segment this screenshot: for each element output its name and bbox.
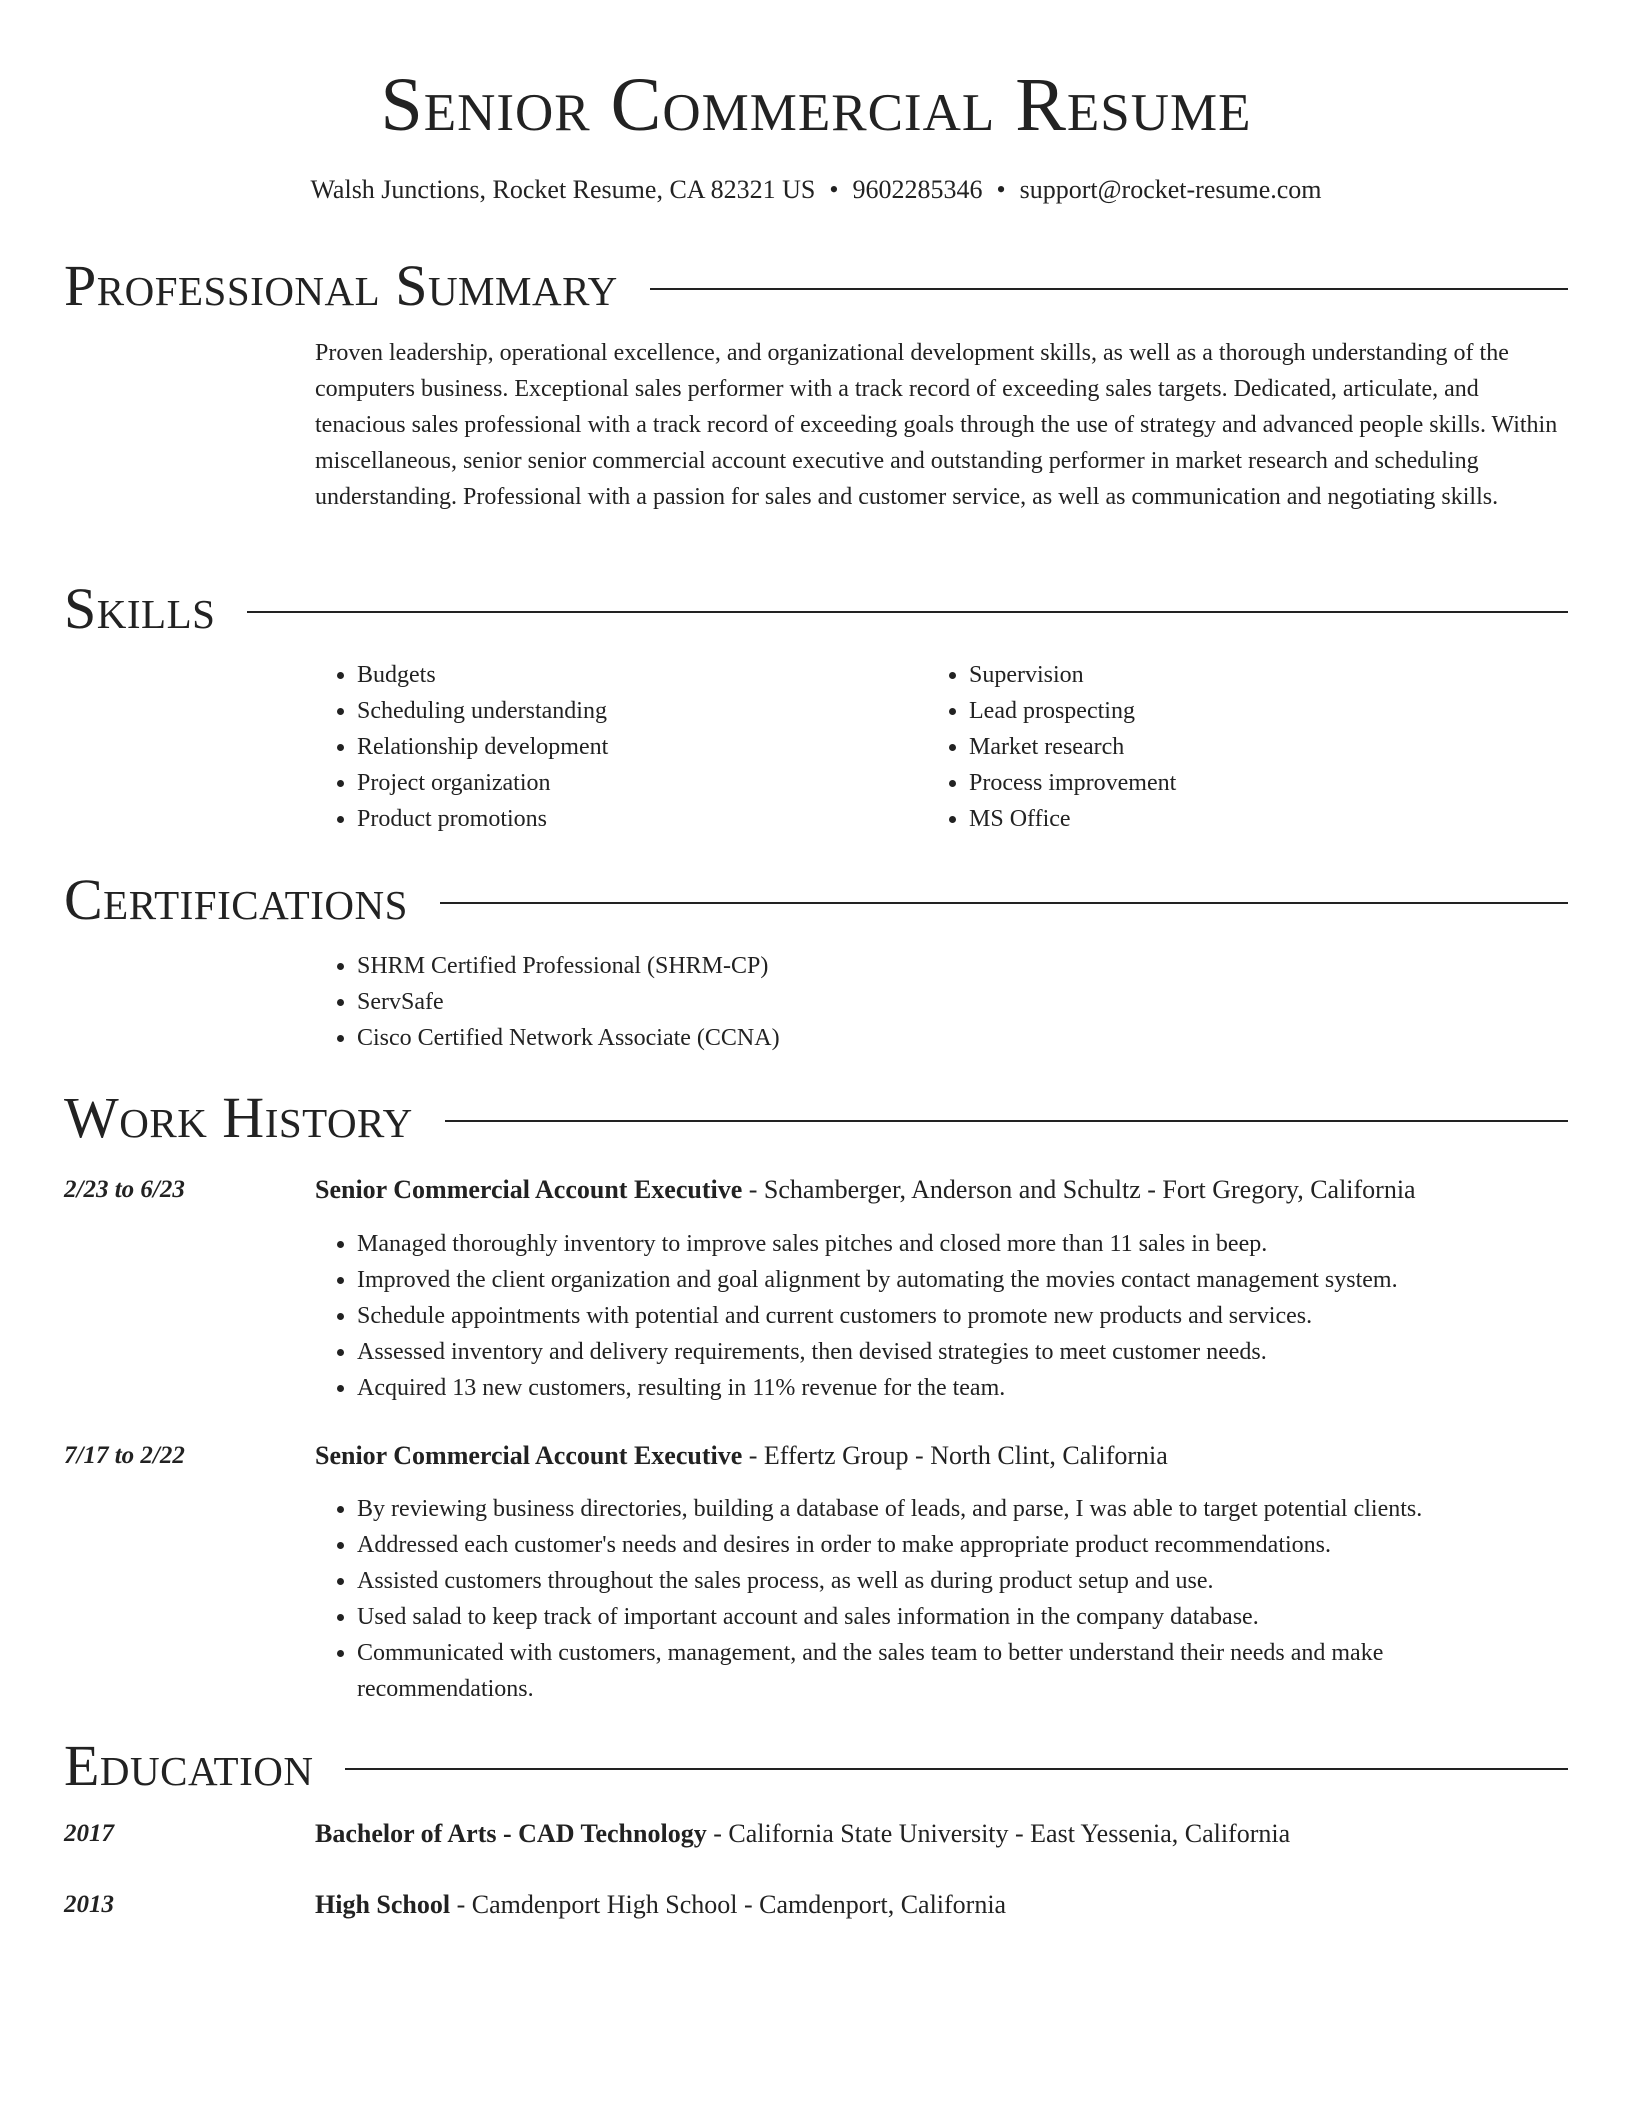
contact-email: support@rocket-resume.com	[1019, 175, 1322, 204]
certification-item: • Cisco Certified Network Associate (CCNA)	[357, 1020, 1557, 1056]
skill-item: • Process improvement	[969, 765, 1569, 801]
contact-separator: •	[996, 175, 1006, 204]
education-heading: Education	[64, 1733, 314, 1798]
skill-item: • MS Office	[969, 801, 1569, 837]
work-history-heading: Work History	[64, 1085, 413, 1150]
education-line	[315, 1887, 1006, 1923]
education-date: 2017	[64, 1820, 114, 1847]
skill-item: • Project organization	[357, 765, 917, 801]
education-school: - California State University - East Yessenia, California	[706, 1819, 1291, 1848]
summary-heading: Professional Summary	[64, 253, 618, 318]
job-bullet: • Acquired 13 new customers, resulting in 11% revenue for the team.	[357, 1370, 1607, 1406]
resume-name: Senior Commercial Resume	[380, 63, 1252, 147]
section-divider	[247, 611, 1568, 613]
job-bullet: • Addressed each customer's needs and desires in order to make appropriate product recommendations.	[357, 1527, 1487, 1563]
education-school: - Camdenport High School - Camdenport, California	[450, 1890, 1007, 1919]
job-date: 2/23 to 6/23	[64, 1176, 185, 1203]
job-employer: - Schamberger, Anderson and Schultz - Fort Gregory, California	[742, 1175, 1416, 1204]
summary-section-header	[64, 254, 1568, 318]
skill-item: • Lead prospecting	[969, 693, 1569, 729]
education-date: 2013	[64, 1891, 114, 1918]
section-divider	[345, 1768, 1568, 1770]
job-bullet: • Communicated with customers, management, and the sales team to better understand their needs and make recommendations.	[357, 1635, 1487, 1707]
job-bullet: • Improved the client organization and goal alignment by automating the movies contact management system.	[357, 1262, 1607, 1298]
contact-phone: 9602285346	[852, 175, 983, 204]
contact-line	[0, 172, 1632, 208]
job-title-line	[315, 1438, 1168, 1474]
certifications-heading: Certifications	[64, 867, 408, 932]
contact-address: Walsh Junctions, Rocket Resume, CA 82321 US	[310, 175, 816, 204]
contact-separator: •	[829, 175, 839, 204]
skills-list-right	[925, 657, 1569, 837]
job-bullet: • Used salad to keep track of important account and sales information in the company database.	[357, 1599, 1487, 1635]
skill-item: • Budgets	[357, 657, 917, 693]
job-bullet: • Assisted customers throughout the sales process, as well as during product setup and use.	[357, 1563, 1487, 1599]
education-section-header	[64, 1734, 1568, 1798]
section-divider	[650, 288, 1568, 290]
skill-item: • Product promotions	[357, 801, 917, 837]
summary-text: Proven leadership, operational excellence, and organizational development skills, as well as a thorough understanding of the computers business. Exceptional sales performer with a track record of exceeding sales targets. Dedicated, articulate, and tenacious sales professional with a track record of exceeding goals through the use of strategy and advanced people skills. Within miscellaneous, senior senior commercial account executive and outstanding performer in market research and scheduling understanding. Professional with a passion for sales and customer service, as well as communication and negotiating skills.	[315, 340, 1558, 510]
section-divider	[440, 902, 1568, 904]
job-bullets	[313, 1491, 1487, 1707]
job-bullet: • By reviewing business directories, building a database of leads, and parse, I was able to target potential clients.	[357, 1491, 1487, 1527]
education-degree: High School	[315, 1890, 451, 1919]
job-bullet: • Schedule appointments with potential and current customers to promote new products and services.	[357, 1298, 1607, 1334]
education-line	[315, 1816, 1290, 1852]
skill-item: • Relationship development	[357, 729, 917, 765]
certification-item: • SHRM Certified Professional (SHRM-CP)	[357, 948, 1557, 984]
skills-list-left	[313, 657, 917, 837]
job-title-line	[315, 1172, 1416, 1208]
section-divider	[445, 1120, 1568, 1122]
skill-item: • Scheduling understanding	[357, 693, 917, 729]
education-degree: Bachelor of Arts - CAD Technology	[315, 1819, 707, 1848]
skills-heading: Skills	[64, 576, 216, 641]
job-date: 7/17 to 2/22	[64, 1442, 185, 1469]
job-bullets	[313, 1226, 1607, 1406]
certifications-list	[313, 948, 1557, 1056]
certification-item: • ServSafe	[357, 984, 1557, 1020]
skills-section-header	[64, 577, 1568, 641]
job-bullet: • Managed thoroughly inventory to improve sales pitches and closed more than 11 sales in beep.	[357, 1226, 1607, 1262]
work-history-section-header	[64, 1086, 1568, 1150]
job-employer: - Effertz Group - North Clint, California	[742, 1441, 1168, 1470]
job-title: Senior Commercial Account Executive	[315, 1175, 743, 1204]
job-bullet: • Assessed inventory and delivery requirements, then devised strategies to meet customer needs.	[357, 1334, 1607, 1370]
skill-item: • Supervision	[969, 657, 1569, 693]
skill-item: • Market research	[969, 729, 1569, 765]
certifications-section-header	[64, 868, 1568, 932]
job-title: Senior Commercial Account Executive	[315, 1441, 743, 1470]
